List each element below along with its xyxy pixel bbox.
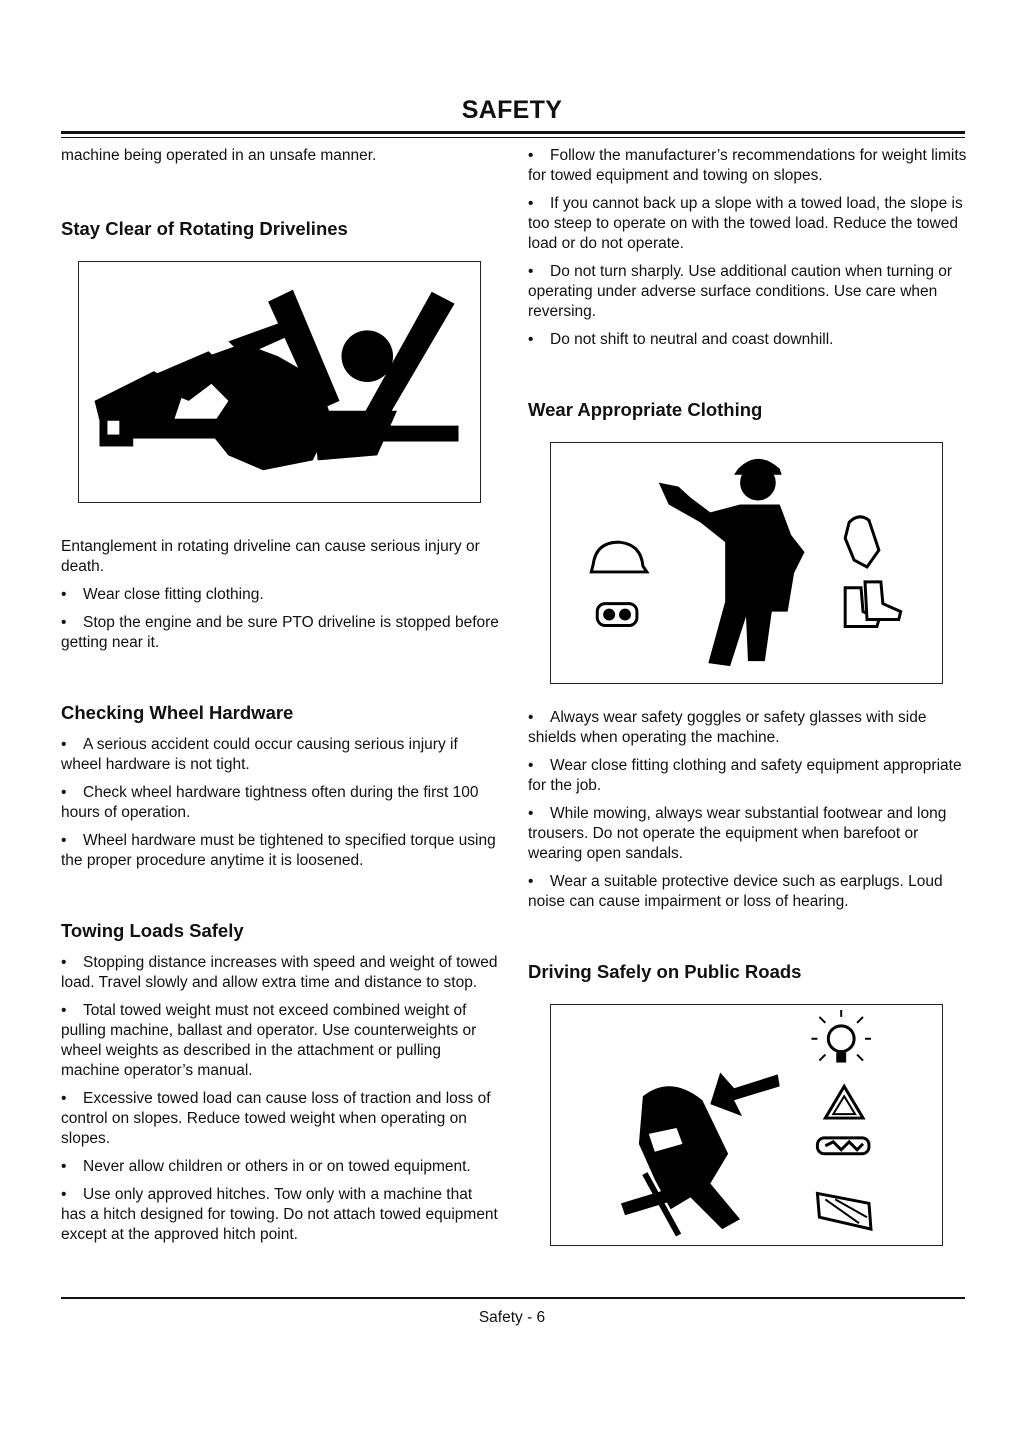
- public-roads-icon: [551, 1005, 942, 1245]
- bullet-symbol: •: [528, 195, 534, 212]
- heading-appropriate-clothing: Wear Appropriate Clothing: [528, 399, 763, 420]
- bullet-symbol: •: [61, 954, 67, 971]
- footer-rule: [61, 1297, 965, 1299]
- clothing-bullet-3: • While mowing, always wear substantial footwear and long trousers. Do not operate the equipment when barefoot or wearing open sandals.: [528, 805, 947, 862]
- public-roads-illustration: [550, 1004, 943, 1246]
- wheel-bullet-2: • Check wheel hardware tightness often during the first 100 hours of operation.: [61, 784, 479, 821]
- bullet-symbol: •: [528, 147, 534, 164]
- clothing-bullet-4: • Wear a suitable protective device such as earplugs. Loud noise can cause impairment or loss of hearing.: [528, 873, 943, 910]
- bullet-symbol: •: [61, 1186, 67, 1203]
- towing-bullet-2: • Total towed weight must not exceed combined weight of pulling machine, ballast and operator. Use counterweights or wheel weights as described in the attachment or pulling machine operator’s manual.: [61, 1002, 477, 1079]
- towing-bullet-4: • Never allow children or others in or on towed equipment.: [61, 1158, 471, 1175]
- left-column: [61, 146, 501, 1245]
- towing-cont-bullet-2: • If you cannot back up a slope with a towed load, the slope is too steep to operate on with the towed load. Reduce the towed load or do not operate.: [528, 195, 963, 252]
- towing-cont-bullet-3: • Do not turn sharply. Use additional caution when turning or operating under adverse surface conditions. Use care when reversing.: [528, 263, 953, 320]
- clothing-bullet-1: • Always wear safety goggles or safety glasses with side shields when operating the machine.: [528, 709, 927, 746]
- page-number: Safety - 6: [478, 1309, 546, 1326]
- bullet-symbol: •: [61, 1158, 67, 1175]
- towing-bullet-1: • Stopping distance increases with speed and weight of towed load. Travel slowly and allow extra time and distance to stop.: [61, 954, 498, 991]
- rotating-bullet-2: • Stop the engine and be sure PTO driveline is stopped before getting near it.: [61, 614, 499, 651]
- heading-towing-loads: Towing Loads Safely: [61, 920, 244, 941]
- protective-clothing-illustration: [550, 442, 943, 684]
- bullet-symbol: •: [528, 709, 534, 726]
- bullet-symbol: •: [61, 1002, 67, 1019]
- bullet-symbol: •: [61, 614, 67, 631]
- towing-cont-bullet-4: • Do not shift to neutral and coast downhill.: [528, 331, 834, 348]
- intro-text: machine being operated in an unsafe manner.: [61, 147, 377, 164]
- heading-public-roads: Driving Safely on Public Roads: [528, 961, 802, 982]
- bullet-symbol: •: [61, 784, 67, 801]
- rotating-text: Entanglement in rotating driveline can cause serious injury or death.: [61, 538, 480, 575]
- towing-bullet-3: • Excessive towed load can cause loss of traction and loss of control on slopes. Reduce towed weight when operating on slopes.: [61, 1090, 491, 1147]
- protective-clothing-icon: [551, 443, 942, 683]
- bullet-symbol: •: [528, 263, 534, 280]
- heading-wheel-hardware: Checking Wheel Hardware: [61, 702, 294, 723]
- bullet-symbol: •: [528, 757, 534, 774]
- header-rule-thin: [61, 137, 965, 138]
- bullet-symbol: •: [528, 331, 534, 348]
- bullet-symbol: •: [61, 1090, 67, 1107]
- towing-cont-bullet-1: • Follow the manufacturer’s recommendations for weight limits for towed equipment and towing on slopes.: [528, 147, 967, 184]
- driveline-entanglement-illustration: [78, 261, 481, 503]
- wheel-bullet-3: • Wheel hardware must be tightened to specified torque using the proper procedure anytime it is loosened.: [61, 832, 496, 869]
- page-title: SAFETY: [461, 96, 563, 124]
- driveline-entanglement-icon: [79, 262, 480, 502]
- heading-rotating-drivelines: Stay Clear of Rotating Drivelines: [61, 218, 348, 239]
- bullet-symbol: •: [61, 586, 67, 603]
- rotating-bullet-1: • Wear close fitting clothing.: [61, 586, 264, 603]
- bullet-symbol: •: [61, 832, 67, 849]
- bullet-symbol: •: [61, 736, 67, 753]
- header-rule-thick: [61, 131, 965, 134]
- bullet-symbol: •: [528, 873, 534, 890]
- clothing-bullet-2: • Wear close fitting clothing and safety equipment appropriate for the job.: [528, 757, 962, 794]
- wheel-bullet-1: • A serious accident could occur causing serious injury if wheel hardware is not tight.: [61, 736, 458, 773]
- towing-bullet-5: • Use only approved hitches. Tow only with a machine that has a hitch designed for towing. Do not attach towed equipment except at the approved hitch point.: [61, 1186, 498, 1243]
- bullet-symbol: •: [528, 805, 534, 822]
- right-column: [528, 146, 968, 1246]
